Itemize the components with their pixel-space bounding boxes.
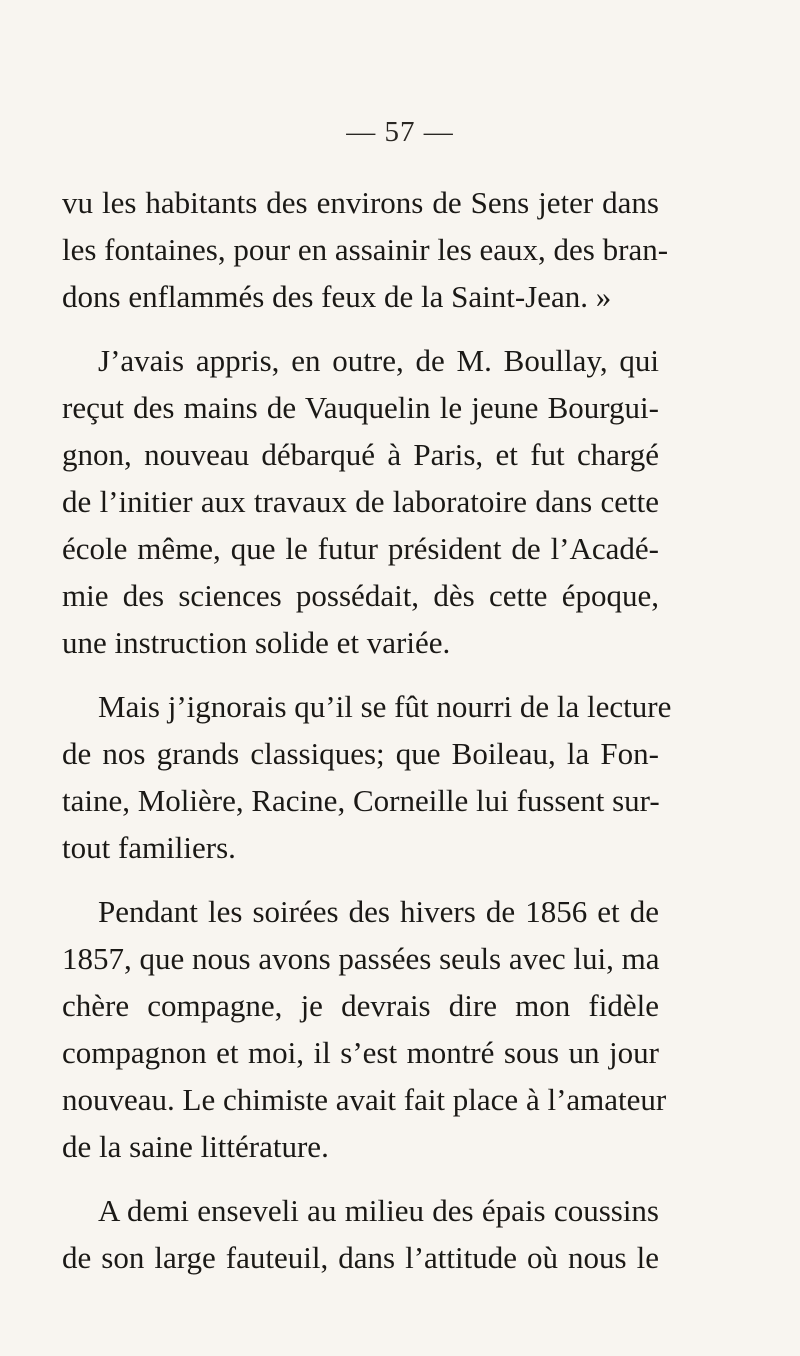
- text-line: de la saine littérature.: [62, 1129, 329, 1164]
- paragraph: [62, 683, 672, 871]
- text-line: école même, que le futur président de l’Acadé-: [62, 531, 659, 566]
- paragraph-spacer: [62, 1170, 659, 1187]
- text-line: chère compagne, je devrais dire mon fidèle: [62, 988, 659, 1023]
- text-line: tout familiers.: [62, 830, 236, 865]
- text-line: Pendant les soirées des hivers de 1856 et de: [98, 894, 659, 929]
- text-line: J’avais appris, en outre, de M. Boullay, qui: [98, 343, 659, 378]
- text-line: Mais j’ignorais qu’il se fût nourri de la lecture: [98, 689, 672, 724]
- text-line: dons enflammés des feux de la Saint-Jean. »: [62, 279, 612, 314]
- text-line: mie des sciences possédait, dès cette époque,: [62, 578, 659, 613]
- text-line: 1857, que nous avons passées seuls avec lui, ma: [62, 941, 660, 976]
- body-text: [62, 179, 672, 1281]
- paragraph-spacer: [62, 320, 659, 337]
- text-line: de l’initier aux travaux de laboratoire dans cette: [62, 484, 659, 519]
- text-line: une instruction solide et variée.: [62, 625, 451, 660]
- text-line: vu les habitants des environs de Sens jeter dans: [62, 185, 659, 220]
- text-line: gnon, nouveau débarqué à Paris, et fut chargé: [62, 437, 659, 472]
- page-number: — 57 —: [346, 116, 454, 148]
- paragraph: [62, 1187, 659, 1281]
- text-line: reçut des mains de Vauquelin le jeune Bourgui-: [62, 390, 659, 425]
- paragraph: [62, 888, 667, 1170]
- text-line: compagnon et moi, il s’est montré sous un jour: [62, 1035, 659, 1070]
- text-line: de nos grands classiques; que Boileau, la Fon-: [62, 736, 659, 771]
- text-line: de son large fauteuil, dans l’attitude où nous le: [62, 1240, 659, 1275]
- text-line: les fontaines, pour en assainir les eaux, des bran-: [62, 232, 669, 267]
- paragraph: [62, 337, 659, 666]
- paragraph: [62, 179, 669, 320]
- text-line: nouveau. Le chimiste avait fait place à l’amateur: [62, 1082, 667, 1117]
- text-line: A demi enseveli au milieu des épais coussins: [98, 1193, 659, 1228]
- text-line: taine, Molière, Racine, Corneille lui fussent sur-: [62, 783, 660, 818]
- paragraph-spacer: [62, 871, 659, 888]
- paragraph-spacer: [62, 666, 659, 683]
